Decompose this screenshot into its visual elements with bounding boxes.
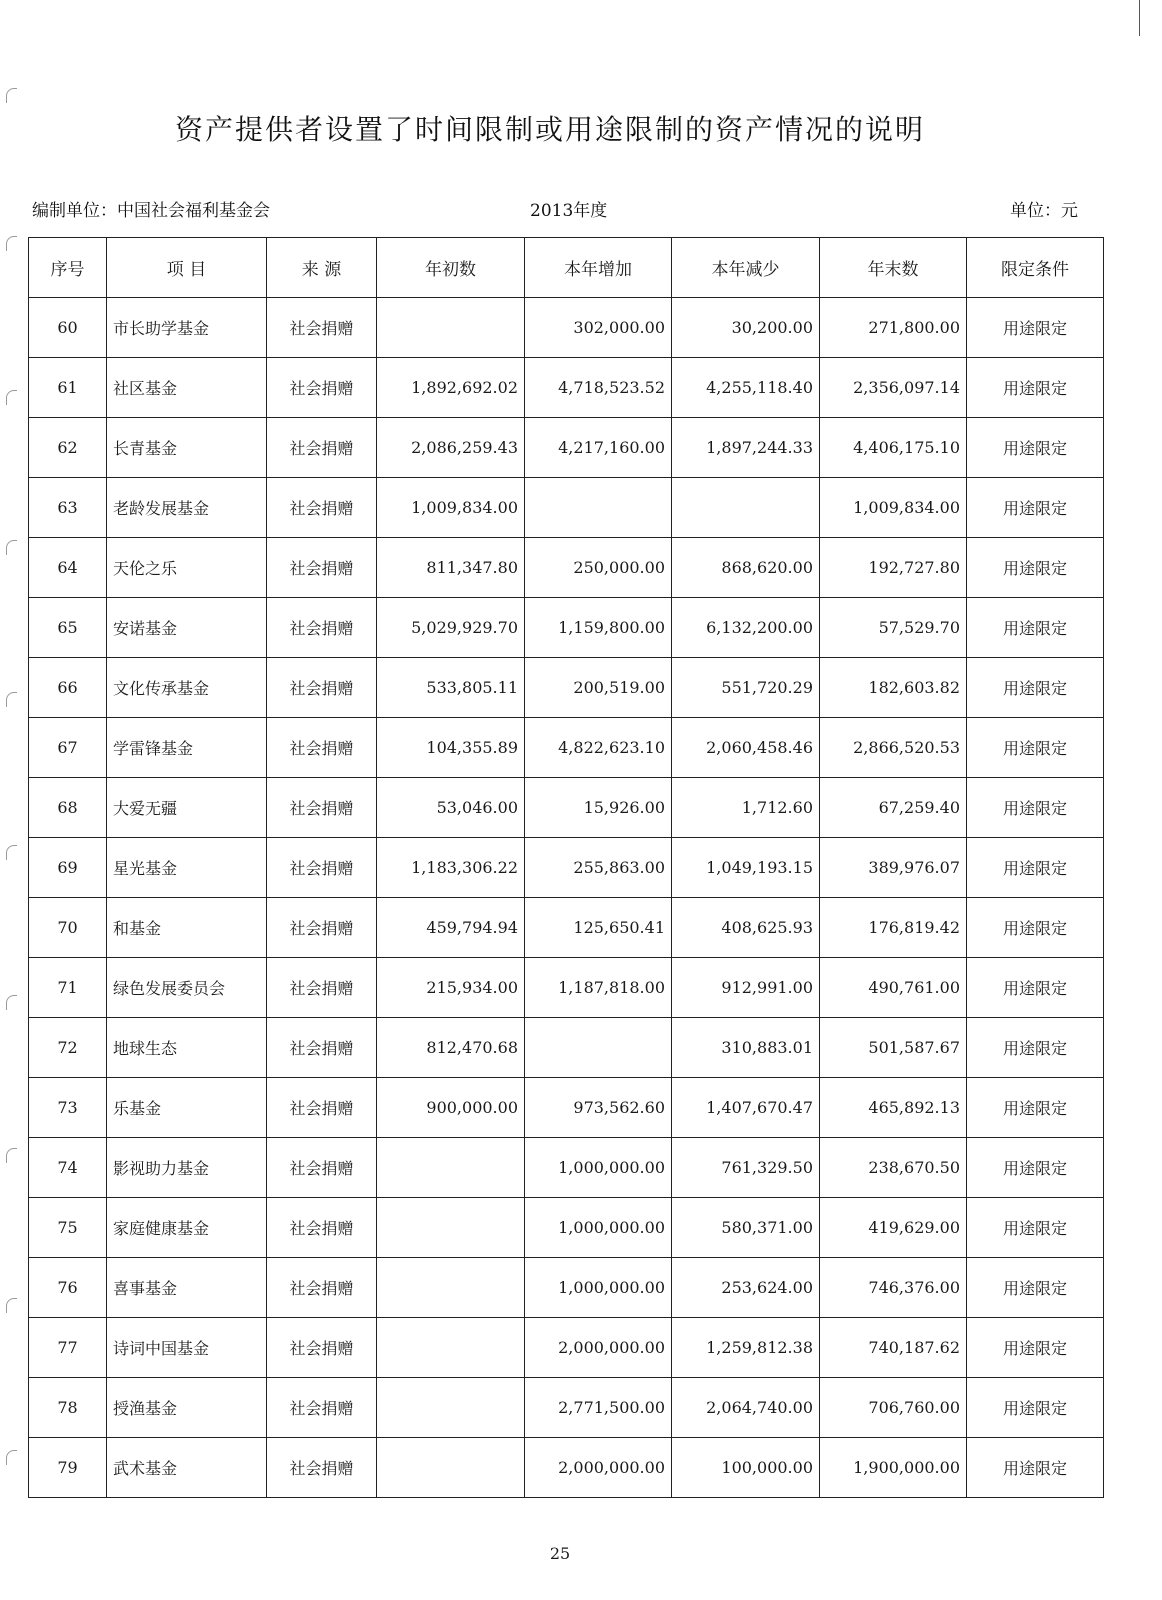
cell-item: 绿色发展委员会 — [107, 958, 267, 1018]
cell-index: 65 — [29, 598, 107, 658]
cell-increase: 4,217,160.00 — [525, 418, 672, 478]
cell-end-balance: 419,629.00 — [820, 1198, 967, 1258]
cell-index: 73 — [29, 1078, 107, 1138]
cell-end-balance: 706,760.00 — [820, 1378, 967, 1438]
cell-increase: 4,822,623.10 — [525, 718, 672, 778]
cell-begin-balance: 1,183,306.22 — [377, 838, 525, 898]
cell-item: 市长助学基金 — [107, 298, 267, 358]
header-decrease: 本年减少 — [672, 238, 820, 298]
cell-restriction: 用途限定 — [967, 598, 1104, 658]
cell-decrease: 868,620.00 — [672, 538, 820, 598]
report-year: 2013年度 — [530, 201, 608, 221]
cell-item: 星光基金 — [107, 838, 267, 898]
cell-source: 社会捐赠 — [267, 1318, 377, 1378]
cell-decrease: 310,883.01 — [672, 1018, 820, 1078]
cell-begin-balance: 1,892,692.02 — [377, 358, 525, 418]
cell-restriction: 用途限定 — [967, 1198, 1104, 1258]
cell-source: 社会捐赠 — [267, 478, 377, 538]
cell-decrease: 1,897,244.33 — [672, 418, 820, 478]
binder-hole-mark — [6, 1298, 17, 1313]
cell-restriction: 用途限定 — [967, 418, 1104, 478]
cell-increase: 2,000,000.00 — [525, 1318, 672, 1378]
cell-index: 68 — [29, 778, 107, 838]
table-row — [29, 958, 1104, 1018]
cell-decrease: 253,624.00 — [672, 1258, 820, 1318]
table-row — [29, 1198, 1104, 1258]
page-title: 资产提供者设置了时间限制或用途限制的资产情况的说明 — [174, 113, 925, 146]
cell-decrease: 761,329.50 — [672, 1138, 820, 1198]
cell-end-balance: 2,866,520.53 — [820, 718, 967, 778]
cell-source: 社会捐赠 — [267, 1018, 377, 1078]
cell-begin-balance — [377, 1138, 525, 1198]
cell-item: 学雷锋基金 — [107, 718, 267, 778]
cell-source: 社会捐赠 — [267, 1378, 377, 1438]
cell-source: 社会捐赠 — [267, 1438, 377, 1498]
cell-index: 74 — [29, 1138, 107, 1198]
cell-increase: 1,159,800.00 — [525, 598, 672, 658]
cell-decrease: 1,712.60 — [672, 778, 820, 838]
cell-decrease: 551,720.29 — [672, 658, 820, 718]
table-row — [29, 1138, 1104, 1198]
table-row — [29, 658, 1104, 718]
cell-decrease: 4,255,118.40 — [672, 358, 820, 418]
cell-restriction: 用途限定 — [967, 778, 1104, 838]
cell-restriction: 用途限定 — [967, 898, 1104, 958]
cell-index: 77 — [29, 1318, 107, 1378]
cell-source: 社会捐赠 — [267, 1138, 377, 1198]
cell-restriction: 用途限定 — [967, 658, 1104, 718]
cell-source: 社会捐赠 — [267, 538, 377, 598]
cell-restriction: 用途限定 — [967, 1318, 1104, 1378]
cell-restriction: 用途限定 — [967, 298, 1104, 358]
cell-source: 社会捐赠 — [267, 1198, 377, 1258]
page-number: 25 — [549, 1544, 571, 1563]
cell-end-balance: 1,900,000.00 — [820, 1438, 967, 1498]
cell-source: 社会捐赠 — [267, 958, 377, 1018]
table-row — [29, 1438, 1104, 1498]
binder-hole-mark — [6, 88, 17, 103]
compiling-unit — [32, 196, 270, 221]
cell-restriction: 用途限定 — [967, 1378, 1104, 1438]
cell-restriction: 用途限定 — [967, 1078, 1104, 1138]
cell-source: 社会捐赠 — [267, 598, 377, 658]
currency-unit — [1010, 196, 1078, 221]
cell-begin-balance: 2,086,259.43 — [377, 418, 525, 478]
cell-restriction: 用途限定 — [967, 958, 1104, 1018]
table-row — [29, 418, 1104, 478]
binder-hole-mark — [6, 845, 17, 860]
cell-item: 和基金 — [107, 898, 267, 958]
cell-begin-balance: 459,794.94 — [377, 898, 525, 958]
cell-index: 76 — [29, 1258, 107, 1318]
cell-index: 69 — [29, 838, 107, 898]
cell-increase: 255,863.00 — [525, 838, 672, 898]
cell-decrease — [672, 478, 820, 538]
cell-increase: 125,650.41 — [525, 898, 672, 958]
cell-restriction: 用途限定 — [967, 478, 1104, 538]
cell-source: 社会捐赠 — [267, 658, 377, 718]
cell-index: 62 — [29, 418, 107, 478]
cell-index: 70 — [29, 898, 107, 958]
cell-item: 影视助力基金 — [107, 1138, 267, 1198]
cell-decrease: 1,259,812.38 — [672, 1318, 820, 1378]
cell-decrease: 2,060,458.46 — [672, 718, 820, 778]
table-header-row — [29, 238, 1104, 298]
scan-edge-line — [1139, 0, 1162, 36]
header-index: 序号 — [29, 238, 107, 298]
table-row — [29, 478, 1104, 538]
currency-unit-label: 单位： — [1010, 201, 1061, 221]
cell-end-balance: 389,976.07 — [820, 838, 967, 898]
table-row — [29, 898, 1104, 958]
table-row — [29, 1018, 1104, 1078]
binder-hole-mark — [6, 692, 17, 707]
cell-decrease: 912,991.00 — [672, 958, 820, 1018]
compiling-unit-label: 编制单位： — [32, 201, 117, 221]
cell-index: 64 — [29, 538, 107, 598]
cell-item: 老龄发展基金 — [107, 478, 267, 538]
cell-index: 75 — [29, 1198, 107, 1258]
cell-decrease: 2,064,740.00 — [672, 1378, 820, 1438]
cell-index: 72 — [29, 1018, 107, 1078]
cell-increase: 2,771,500.00 — [525, 1378, 672, 1438]
cell-source: 社会捐赠 — [267, 838, 377, 898]
cell-begin-balance — [377, 1198, 525, 1258]
cell-end-balance: 501,587.67 — [820, 1018, 967, 1078]
cell-source: 社会捐赠 — [267, 298, 377, 358]
cell-item: 长青基金 — [107, 418, 267, 478]
header-source: 来 源 — [267, 238, 377, 298]
cell-end-balance: 740,187.62 — [820, 1318, 967, 1378]
cell-begin-balance — [377, 1318, 525, 1378]
cell-source: 社会捐赠 — [267, 418, 377, 478]
binder-hole-mark — [6, 540, 17, 555]
cell-source: 社会捐赠 — [267, 778, 377, 838]
cell-increase: 1,000,000.00 — [525, 1198, 672, 1258]
cell-decrease: 6,132,200.00 — [672, 598, 820, 658]
cell-source: 社会捐赠 — [267, 898, 377, 958]
table-row — [29, 1318, 1104, 1378]
binder-hole-mark — [6, 1148, 17, 1163]
cell-decrease: 408,625.93 — [672, 898, 820, 958]
cell-item: 文化传承基金 — [107, 658, 267, 718]
cell-restriction: 用途限定 — [967, 1438, 1104, 1498]
cell-begin-balance: 1,009,834.00 — [377, 478, 525, 538]
cell-restriction: 用途限定 — [967, 718, 1104, 778]
cell-begin-balance: 53,046.00 — [377, 778, 525, 838]
cell-begin-balance: 900,000.00 — [377, 1078, 525, 1138]
cell-end-balance: 57,529.70 — [820, 598, 967, 658]
cell-item: 授渔基金 — [107, 1378, 267, 1438]
binder-hole-mark — [6, 390, 17, 405]
cell-item: 武术基金 — [107, 1438, 267, 1498]
table-row — [29, 1258, 1104, 1318]
cell-begin-balance — [377, 1438, 525, 1498]
cell-increase: 1,187,818.00 — [525, 958, 672, 1018]
cell-restriction: 用途限定 — [967, 838, 1104, 898]
cell-increase: 2,000,000.00 — [525, 1438, 672, 1498]
header-item: 项 目 — [107, 238, 267, 298]
cell-decrease: 30,200.00 — [672, 298, 820, 358]
binder-hole-mark — [6, 995, 17, 1010]
cell-index: 61 — [29, 358, 107, 418]
table-row — [29, 718, 1104, 778]
table-row — [29, 598, 1104, 658]
cell-end-balance: 746,376.00 — [820, 1258, 967, 1318]
table-row — [29, 1378, 1104, 1438]
cell-decrease: 580,371.00 — [672, 1198, 820, 1258]
cell-source: 社会捐赠 — [267, 1078, 377, 1138]
cell-item: 乐基金 — [107, 1078, 267, 1138]
cell-end-balance: 238,670.50 — [820, 1138, 967, 1198]
cell-increase: 302,000.00 — [525, 298, 672, 358]
cell-item: 天伦之乐 — [107, 538, 267, 598]
cell-item: 喜事基金 — [107, 1258, 267, 1318]
cell-begin-balance: 811,347.80 — [377, 538, 525, 598]
cell-index: 71 — [29, 958, 107, 1018]
table-row — [29, 838, 1104, 898]
binder-hole-mark — [6, 1450, 17, 1465]
table-row — [29, 538, 1104, 598]
cell-decrease: 1,049,193.15 — [672, 838, 820, 898]
header-begin-balance: 年初数 — [377, 238, 525, 298]
cell-begin-balance: 104,355.89 — [377, 718, 525, 778]
cell-decrease: 1,407,670.47 — [672, 1078, 820, 1138]
cell-source: 社会捐赠 — [267, 718, 377, 778]
cell-begin-balance — [377, 1378, 525, 1438]
restricted-assets-table — [28, 237, 1104, 1498]
cell-end-balance: 2,356,097.14 — [820, 358, 967, 418]
cell-restriction: 用途限定 — [967, 358, 1104, 418]
header-end-balance: 年末数 — [820, 238, 967, 298]
cell-begin-balance: 5,029,929.70 — [377, 598, 525, 658]
cell-index: 63 — [29, 478, 107, 538]
cell-end-balance: 67,259.40 — [820, 778, 967, 838]
cell-source: 社会捐赠 — [267, 358, 377, 418]
cell-restriction: 用途限定 — [967, 1138, 1104, 1198]
cell-end-balance: 490,761.00 — [820, 958, 967, 1018]
cell-item: 地球生态 — [107, 1018, 267, 1078]
cell-begin-balance — [377, 298, 525, 358]
cell-index: 60 — [29, 298, 107, 358]
cell-increase — [525, 1018, 672, 1078]
cell-increase: 15,926.00 — [525, 778, 672, 838]
currency-unit-value: 元 — [1061, 201, 1078, 221]
cell-restriction: 用途限定 — [967, 1258, 1104, 1318]
cell-item: 社区基金 — [107, 358, 267, 418]
cell-end-balance: 465,892.13 — [820, 1078, 967, 1138]
cell-begin-balance: 812,470.68 — [377, 1018, 525, 1078]
cell-restriction: 用途限定 — [967, 538, 1104, 598]
compiling-unit-value: 中国社会福利基金会 — [117, 201, 270, 221]
table-row — [29, 298, 1104, 358]
cell-index: 78 — [29, 1378, 107, 1438]
table-row — [29, 778, 1104, 838]
table-body — [29, 298, 1104, 1498]
cell-item: 大爱无疆 — [107, 778, 267, 838]
table-row — [29, 1078, 1104, 1138]
cell-begin-balance: 533,805.11 — [377, 658, 525, 718]
table-row — [29, 358, 1104, 418]
header-restriction: 限定条件 — [967, 238, 1104, 298]
cell-index: 66 — [29, 658, 107, 718]
cell-increase: 973,562.60 — [525, 1078, 672, 1138]
cell-increase: 1,000,000.00 — [525, 1138, 672, 1198]
cell-increase: 4,718,523.52 — [525, 358, 672, 418]
cell-decrease: 100,000.00 — [672, 1438, 820, 1498]
cell-end-balance: 4,406,175.10 — [820, 418, 967, 478]
cell-index: 67 — [29, 718, 107, 778]
cell-increase — [525, 478, 672, 538]
binder-hole-mark — [6, 236, 17, 251]
cell-item: 安诺基金 — [107, 598, 267, 658]
cell-increase: 200,519.00 — [525, 658, 672, 718]
cell-index: 79 — [29, 1438, 107, 1498]
cell-item: 家庭健康基金 — [107, 1198, 267, 1258]
header-increase: 本年增加 — [525, 238, 672, 298]
cell-end-balance: 1,009,834.00 — [820, 478, 967, 538]
cell-source: 社会捐赠 — [267, 1258, 377, 1318]
cell-end-balance: 176,819.42 — [820, 898, 967, 958]
cell-item: 诗词中国基金 — [107, 1318, 267, 1378]
cell-increase: 250,000.00 — [525, 538, 672, 598]
cell-begin-balance: 215,934.00 — [377, 958, 525, 1018]
cell-begin-balance — [377, 1258, 525, 1318]
cell-end-balance: 192,727.80 — [820, 538, 967, 598]
cell-increase: 1,000,000.00 — [525, 1258, 672, 1318]
cell-end-balance: 182,603.82 — [820, 658, 967, 718]
cell-restriction: 用途限定 — [967, 1018, 1104, 1078]
cell-end-balance: 271,800.00 — [820, 298, 967, 358]
